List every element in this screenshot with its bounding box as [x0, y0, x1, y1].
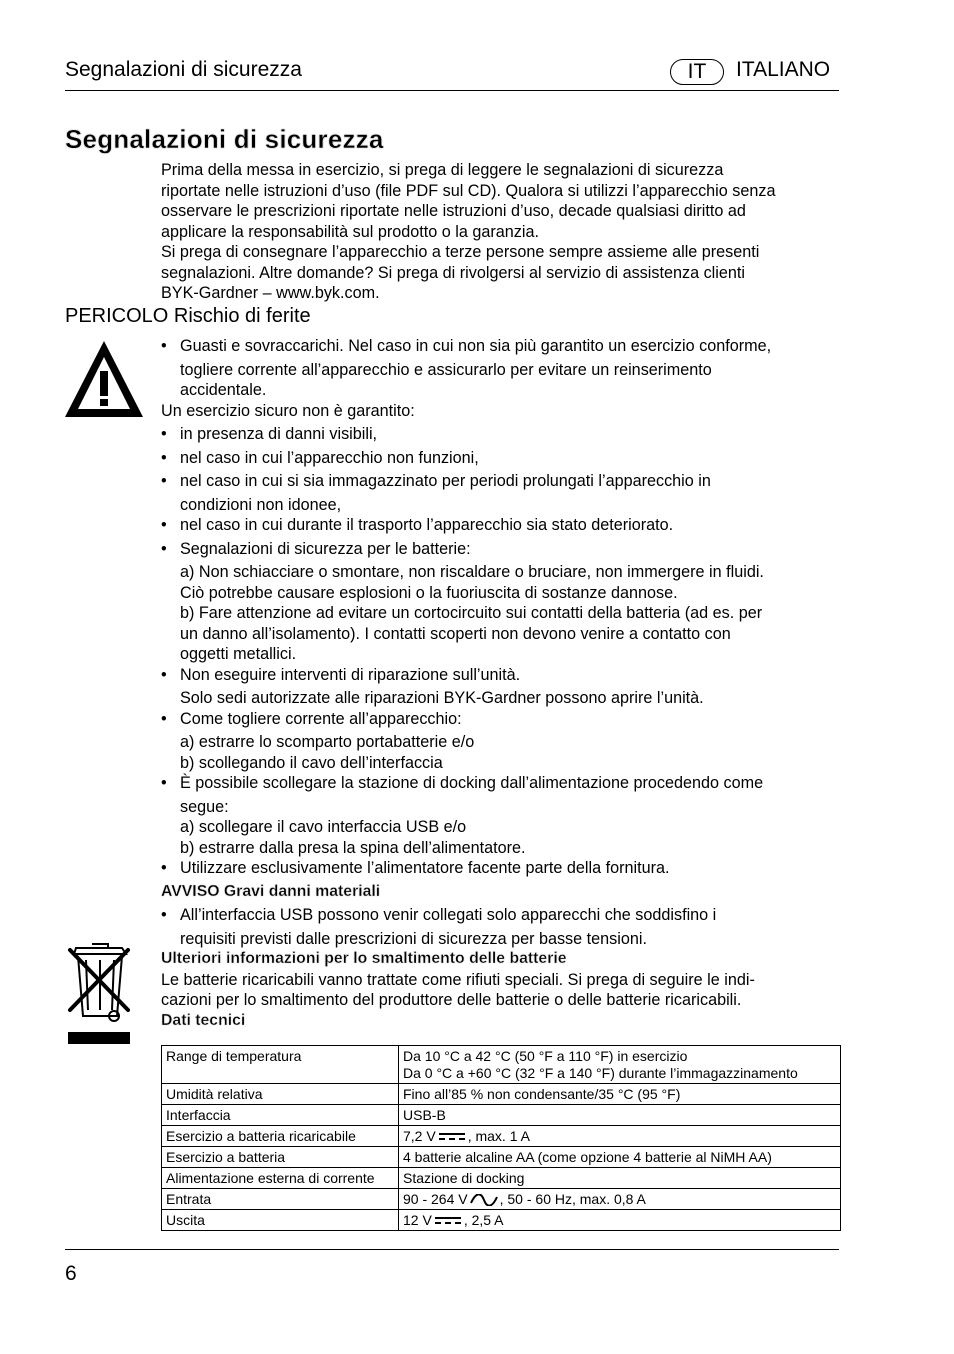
- spec-value: [399, 1046, 841, 1084]
- notice-heading: AVVISO Gravi danni materiali: [161, 882, 381, 900]
- sub-text: oggetti metallici.: [180, 645, 297, 663]
- table-row: [162, 1126, 841, 1147]
- spec-value-line: Da 0 °C a +60 °C (32 °F a 140 °F) durante l’immagazzinamento: [403, 1064, 798, 1081]
- list-item: [161, 471, 841, 515]
- table-row: [162, 1147, 841, 1168]
- list-item-text: a) scollegare il cavo interfaccia USB e/o: [180, 818, 467, 836]
- page-heading: Segnalazioni di sicurezza: [65, 124, 384, 154]
- dc-symbol-icon: [435, 1217, 461, 1225]
- crossed-out-bin-icon: [66, 938, 134, 1046]
- sub-text: a) estrarre lo scomparto portabatterie e/o: [180, 733, 475, 751]
- header-title: Segnalazioni di sicurezza: [65, 58, 302, 81]
- spec-value: [399, 1210, 841, 1231]
- sub-text: Ciò potrebbe causare esplosioni o la fuoriuscita di sostanze dannose.: [180, 583, 678, 602]
- header-divider: [65, 90, 839, 91]
- intro-line: segnalazioni. Altre domande? Si prega di rivolgersi al servizio di assistenza clienti: [161, 263, 745, 282]
- ac-symbol-icon: [470, 1194, 498, 1206]
- spec-label: Entrata: [162, 1189, 399, 1210]
- spec-label: Esercizio a batteria ricaricabile: [162, 1126, 399, 1147]
- specs-table: [161, 1045, 841, 1231]
- list-item: • in presenza di danni visibili,: [161, 424, 841, 445]
- sub-text: b) scollegando il cavo dell’interfaccia: [180, 753, 443, 772]
- spec-label: Interfaccia: [162, 1105, 399, 1126]
- spec-value: [399, 1189, 841, 1210]
- sub-text: un danno all’isolamento). I contatti scoperti non devono venire a contatto con: [180, 624, 731, 643]
- spec-value: Fino all’85 % non condensante/35 °C (95 °F): [399, 1084, 841, 1105]
- list-item: • Come togliere corrente all’apparecchio:: [161, 709, 841, 730]
- intro-line: osservare le prescrizioni riportate nelle istruzioni d’uso, decade qualsiasi diritto ad: [161, 202, 746, 220]
- sub-text: a) Non schiacciare o smontare, non riscaldare o bruciare, non immergere in fluidi.: [180, 563, 764, 581]
- spec-label: Umidità relativa: [162, 1084, 399, 1105]
- page-number: 6: [65, 1262, 77, 1285]
- list-item-text: • Guasti e sovraccarichi. Nel caso in cui non sia più garantito un esercizio conforme,: [180, 337, 772, 355]
- sub-text: b) Fare attenzione ad evitare un cortocircuito sui contatti della batteria (ad es. per: [180, 604, 763, 622]
- unsafe-intro: Un esercizio sicuro non è garantito:: [161, 401, 415, 420]
- spec-value-text: , max. 1 A: [467, 1127, 530, 1144]
- list-item-text: togliere corrente all’apparecchio e assicurarlo per evitare un reinserimento: [180, 360, 712, 379]
- language-name: ITALIANO: [736, 58, 831, 81]
- list-item-text: • nel caso in cui si sia immagazzinato per periodi prolungati l’apparecchio in: [180, 472, 711, 490]
- footer-divider: [65, 1249, 839, 1250]
- spec-value-text: 7,2 V: [403, 1127, 436, 1144]
- intro-line: Si prega di consegnare l’apparecchio a terze persone sempre assieme alle presenti: [161, 243, 760, 261]
- list-item-text: condizioni non idonee,: [180, 495, 342, 514]
- list-item: • Non eseguire interventi di riparazione sull’unità.: [161, 665, 841, 686]
- table-row: [162, 1046, 841, 1084]
- list-item-text: b) estrarre dalla presa la spina dell’alimentatore.: [180, 838, 526, 857]
- list-item: [161, 773, 841, 858]
- spec-value-text: 90 - 264 V: [403, 1190, 468, 1207]
- spec-value: USB-B: [399, 1105, 841, 1126]
- language-code-badge: IT: [670, 59, 724, 85]
- spec-label: Range di temperatura: [162, 1046, 399, 1084]
- sub-text: Solo sedi autorizzate alle riparazioni BYK-Gardner possono aprire l’unità.: [180, 689, 704, 707]
- spec-value: [399, 1126, 841, 1147]
- table-row: [162, 1105, 841, 1126]
- table-row: [162, 1084, 841, 1105]
- spec-label: Uscita: [162, 1210, 399, 1231]
- list-item: • Segnalazioni di sicurezza per le batterie:: [161, 539, 841, 560]
- list-item: • Utilizzare esclusivamente l’alimentatore facente parte della fornitura.: [161, 858, 841, 879]
- battery-note-a: [161, 562, 841, 665]
- spec-value-text: 12 V: [403, 1211, 432, 1228]
- specs-heading: Dati tecnici: [161, 1011, 246, 1029]
- list-item-text: requisiti previsti dalle prescrizioni di sicurezza per basse tensioni.: [180, 929, 647, 948]
- spec-label: Esercizio a batteria: [162, 1147, 399, 1168]
- list-item-text: • È possibile scollegare la stazione di docking dall’alimentazione procedendo come: [180, 774, 764, 792]
- intro-text: [161, 160, 841, 304]
- table-row: [162, 1210, 841, 1231]
- spec-label: Alimentazione esterna di corrente: [162, 1168, 399, 1189]
- intro-line: applicare la responsabilità sul prodotto o la garanzia.: [161, 222, 539, 241]
- table-row: [162, 1189, 841, 1210]
- list-item: [161, 336, 841, 401]
- list-item-text: • All’interfaccia USB possono venir collegati solo apparecchi che soddisfino i: [180, 906, 717, 924]
- disposal-text: cazioni per lo smaltimento del produttore delle batterie o delle batterie ricaricabili.: [161, 991, 742, 1009]
- spec-value-line: Da 10 °C a 42 °C (50 °F a 110 °F) in esercizio: [403, 1047, 688, 1064]
- spec-value-text: , 2,5 A: [463, 1211, 504, 1228]
- list-item: • nel caso in cui l’apparecchio non funzioni,: [161, 448, 841, 469]
- list-item: [161, 905, 841, 949]
- list-item-text: segue:: [180, 797, 229, 816]
- intro-line: BYK-Gardner – www.byk.com.: [161, 284, 380, 302]
- dc-symbol-icon: [439, 1133, 465, 1141]
- disposal-heading: Ulteriori informazioni per lo smaltimento delle batterie: [161, 950, 567, 967]
- danger-heading: PERICOLO Rischio di ferite: [65, 305, 311, 327]
- disposal-text: Le batterie ricaricabili vanno trattate come rifiuti speciali. Si prega di seguire le indi-: [161, 970, 755, 989]
- warning-triangle-icon: [63, 338, 145, 420]
- list-item-text: accidentale.: [180, 381, 267, 399]
- spec-value-text: , 50 - 60 Hz, max. 0,8 A: [499, 1190, 646, 1207]
- spec-value: 4 batterie alcaline AA (come opzione 4 batterie al NiMH AA): [399, 1147, 841, 1168]
- list-item: • nel caso in cui durante il trasporto l’apparecchio sia stato deteriorato.: [161, 515, 841, 536]
- spec-value: Stazione di docking: [399, 1168, 841, 1189]
- safety-list: [161, 336, 841, 1031]
- table-row: [162, 1168, 841, 1189]
- intro-line: riportate nelle istruzioni d’uso (file PDF sul CD). Qualora si utilizzi l’apparecchio senza: [161, 181, 776, 200]
- intro-line: Prima della messa in esercizio, si prega di leggere le segnalazioni di sicurezza: [161, 161, 724, 179]
